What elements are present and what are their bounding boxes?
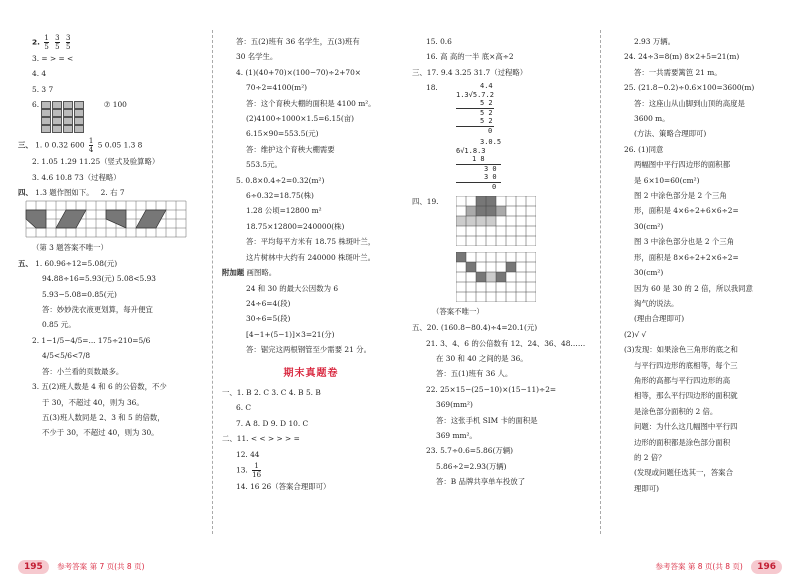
answer-line: (理由合理即可) xyxy=(634,314,685,324)
answer-line: (3)发现：如果涂色三角形的底之和 xyxy=(624,345,738,355)
answer-line: 4. 4 xyxy=(32,69,47,79)
answer-line: 3600 m。 xyxy=(634,114,670,124)
column-2 xyxy=(222,34,400,494)
page-number: 195 xyxy=(18,560,49,574)
answer-line: 12. 44 xyxy=(236,449,260,459)
answer-line: 三、 1. 0 0.32 $600 \frac{1}{4}$ 5 0.05 1.3 8 xyxy=(18,137,143,155)
answer-line: 附加题 画图略。 xyxy=(222,268,277,278)
shaded-grid-2 xyxy=(456,252,536,302)
answer-line: 在 30 和 40 之间的是 36。 xyxy=(436,354,528,364)
answer-line: (发现或问题任选其一，答案合 xyxy=(634,468,733,478)
answer-line: 形，面积是 8×6÷2+2×6÷2= xyxy=(634,252,739,262)
answer-line: (2)√ √ xyxy=(624,329,647,339)
answer-line: 答：小兰看的页数最多。 xyxy=(42,366,124,376)
answer-line: 70÷2=4100(m²) xyxy=(246,83,308,93)
calc-line: 5 2 xyxy=(456,108,494,118)
answer-line: 3. 4.6 10.8 73（过程略） xyxy=(32,172,121,182)
shaded-grid-1 xyxy=(456,196,536,246)
answer-line: 13. $\frac{1}{16}$ xyxy=(236,461,262,479)
answer-line: 369(mm²) xyxy=(436,400,473,410)
answer-line: 5. 3 7 xyxy=(32,84,54,94)
answer-line: 五(3)班人数同是 2、3 和 5 的倍数， xyxy=(42,412,165,422)
answer-line: 这片树林中大约有 240000 株斑叶兰。 xyxy=(246,252,375,262)
answer-note: （第 3 题答案不唯一） xyxy=(32,243,108,253)
transform-grid xyxy=(18,200,208,240)
answer-line: 淘气的说法。 xyxy=(634,298,679,308)
answer-line: 是 6×10=60(cm²) xyxy=(634,175,700,185)
answer-line: 答：这个育秧大棚的面积是 4100 m²。 xyxy=(246,98,376,108)
answer-line: 2. 1.05 1.29 11.25（竖式及验算略） xyxy=(32,157,160,167)
calc-line: 3 0 xyxy=(456,164,501,174)
vertical-calc-2 xyxy=(456,138,501,191)
answer-line: 答：这座山从山脚到山顶的高度是 xyxy=(634,98,745,108)
answer-line: 因为 60 是 30 的 2 倍，所以我同意 xyxy=(634,283,753,293)
answer-line: 三、17. 9.4 3.25 31.7（过程略） xyxy=(412,67,528,77)
answer-line: 一、1. B 2. C 3. C 4. B 5. B xyxy=(222,387,321,397)
section-title: 期末真题卷 xyxy=(283,367,339,379)
answer-line: 30÷6=5(段) xyxy=(246,314,291,324)
answer-line: 18. 4.4 1.3√5.7.2 5 2 5 2 5 2 0 3.0.5 6√1.8.3 1 8 3 0 3 0 0 xyxy=(426,82,502,191)
answer-line: 7. A 8. D 9. D 10. C xyxy=(236,418,309,428)
vertical-calc-1 xyxy=(456,82,494,135)
answer-line: 不少于 30，不超过 40，则为 30。 xyxy=(42,428,159,438)
answer-line: 6. ⑦ 100 xyxy=(18,97,208,137)
column-1 xyxy=(18,34,208,441)
answer-line: 图 2 中涂色部分是 2 个三角 xyxy=(634,191,727,201)
answer-line: 3. 五(2)班人数是 4 和 6 的公倍数，不少 xyxy=(32,382,167,392)
column-4 xyxy=(610,34,785,496)
answer-line: 的 2 倍？ xyxy=(634,452,666,462)
footer-label: 参考答案 第 7 页(共 8 页) xyxy=(57,562,145,571)
calc-line: 4.4 xyxy=(480,82,493,91)
answer-line: (2)4100÷1000×1.5=6.15(亩) xyxy=(246,114,355,124)
answer-line: 4. (1)(40+70)×(100−70)÷2+70× xyxy=(236,67,361,77)
answer-line: 6.15×90=553.5(元) xyxy=(246,129,319,139)
answer-line: 6÷0.32=18.75(株) xyxy=(246,191,314,201)
answer-line: 30 名学生。 xyxy=(236,52,278,62)
answer-line: (方法、策略合理即可) xyxy=(634,129,707,139)
grid-figure xyxy=(18,200,188,238)
answer-line: 是涂色部分面积的 2 倍。 xyxy=(634,406,718,416)
answer-line: 14. 16 26（答案合理即可） xyxy=(236,481,331,491)
column-divider xyxy=(212,30,213,534)
answer-line: 94.88÷16=5.93(元) 5.08<5.93 xyxy=(42,274,157,284)
answer-line: 相等，那么平行四边形的面积就 xyxy=(634,391,738,401)
answer-line: 2. $\frac{1}{5}$ $\frac{3}{5}$ $\frac{3}{5}$ xyxy=(32,34,71,51)
column-3 xyxy=(412,34,590,490)
answer-line: 5.93−5.08=0.85(元) xyxy=(42,289,117,299)
answer-line: 理即可) xyxy=(634,483,660,493)
answer-line: 24. 24÷3=8(m) 8×2+5=21(m) xyxy=(624,52,740,62)
answer-line: 答：一共需要篱笆 21 m。 xyxy=(634,67,722,77)
answer-line: 答：五(2)班有 36 名学生，五(3)班有 xyxy=(236,37,360,46)
footer-label: 参考答案 第 8 页(共 8 页) xyxy=(655,562,743,571)
answer-line: 形，面积是 4×6÷2+6×6÷2= xyxy=(634,206,739,216)
answer-line: 0.85 元。 xyxy=(42,320,76,330)
answer-line: 两幅图中平行四边形的面积都 xyxy=(634,160,731,170)
answer-line: 15. 0.6 xyxy=(426,37,452,46)
answer-line: 369 mm²。 xyxy=(436,431,477,441)
answer-line: 30(cm²) xyxy=(634,268,664,278)
answer-line: 18.75×12800=240000(株) xyxy=(246,221,345,231)
answer-line: 答：五(1)班有 36 人。 xyxy=(436,369,513,379)
answer-line: 答：平均每平方米有 18.75 株斑叶兰， xyxy=(246,237,376,247)
answer-line: 1.28 公顷=12800 m² xyxy=(246,206,322,216)
answer-line: 5. 0.8×0.4÷2=0.32(m²) xyxy=(236,175,325,185)
answer-line: 边形的面积都是涂色部分面积 xyxy=(634,437,731,447)
answer-line: 23. 5.7÷0.6=5.86(万辆) xyxy=(426,446,513,456)
answer-line: 与平行四边形的底相等，每个三 xyxy=(634,360,738,370)
answer-line: 二、11. < < > > > = xyxy=(222,434,300,444)
answer-line: 22. 25×15−(25−10)×(15−11)÷2= xyxy=(426,384,557,394)
calc-line: 5 2 xyxy=(480,117,493,126)
answer-line: 五、 1. 60.96÷12=5.08(元) xyxy=(18,258,118,268)
answer-line: 553.5元。 xyxy=(246,160,282,170)
calc-line: 0 xyxy=(456,126,494,136)
answer-line: 24÷6=4(段) xyxy=(246,298,291,308)
answer-line: 答：妙妙洗衣液更划算，每升便宜 xyxy=(42,305,153,315)
answer-line: 30(cm²) xyxy=(634,221,664,231)
answer-line: 答：锯完这两根钢管至少需要 21 分。 xyxy=(246,345,371,355)
calc-line: 0 xyxy=(456,182,501,192)
answer-line: 四、19. （答案不唯一） xyxy=(412,194,590,320)
calc-line: 3.0.5 xyxy=(480,138,502,147)
answer-line: 四、 1.3 题作图如下。 2. 右 7 xyxy=(18,188,125,198)
answer-line: 问题：为什么这几幅图中平行四 xyxy=(634,422,738,432)
answer-line: 24 和 30 的最大公因数为 6 xyxy=(246,283,339,293)
answer-line: 5.86÷2=2.93(万辆) xyxy=(436,461,507,471)
answer-line: 图 3 中涂色部分也是 2 个三角 xyxy=(634,237,735,247)
block-diagram xyxy=(41,101,101,133)
answer-line: 答：这张手机 SIM 卡的面积是 xyxy=(436,415,538,425)
answer-line: 答：B 品牌共享单车投放了 xyxy=(436,477,526,487)
answer-line: 2. 1−1/5−4/5=... 175÷210=5/6 xyxy=(32,335,151,345)
answer-line: 五、20. (160.8−80.4)÷4=20.1(元) xyxy=(412,323,538,333)
answer-line: 25. (21.8−0.2)÷0.6×100=3600(m) xyxy=(624,83,755,93)
calc-line: 6√1.8.3 xyxy=(456,146,486,155)
footer-right xyxy=(655,560,782,574)
answer-note: （答案不唯一） xyxy=(432,307,484,317)
answer-line: 答：维护这个育秧大棚需要 xyxy=(246,144,335,154)
answer-line: 于 30，不超过 40，则为 36。 xyxy=(42,397,144,407)
footer-left xyxy=(18,560,145,574)
column-divider xyxy=(600,30,601,534)
answer-line: 4/5<5/6<7/8 xyxy=(42,351,91,361)
calc-line: 1 8 xyxy=(472,155,485,164)
answer-line: 6. C xyxy=(236,403,252,413)
calc-line: 5 2 xyxy=(480,99,493,108)
answer-line: 角形的高都与平行四边形的高 xyxy=(634,375,731,385)
answer-line: [4−1+(5−1)]×3=21(分) xyxy=(246,329,335,339)
calc-line: 3 0 xyxy=(484,173,497,182)
page-number: 196 xyxy=(751,560,782,574)
calc-line: 1.3√5.7.2 xyxy=(456,90,494,99)
answer-line: 26. (1)同意 xyxy=(624,144,664,154)
answer-line: 2.93 万辆。 xyxy=(634,37,675,46)
answer-line: 21. 3、4、6 的公倍数有 12、24、36、48…… xyxy=(426,338,586,348)
answer-line: 3. = > = < xyxy=(32,54,74,63)
answer-line: 16. 高 高的一半 底×高÷2 xyxy=(426,52,514,62)
